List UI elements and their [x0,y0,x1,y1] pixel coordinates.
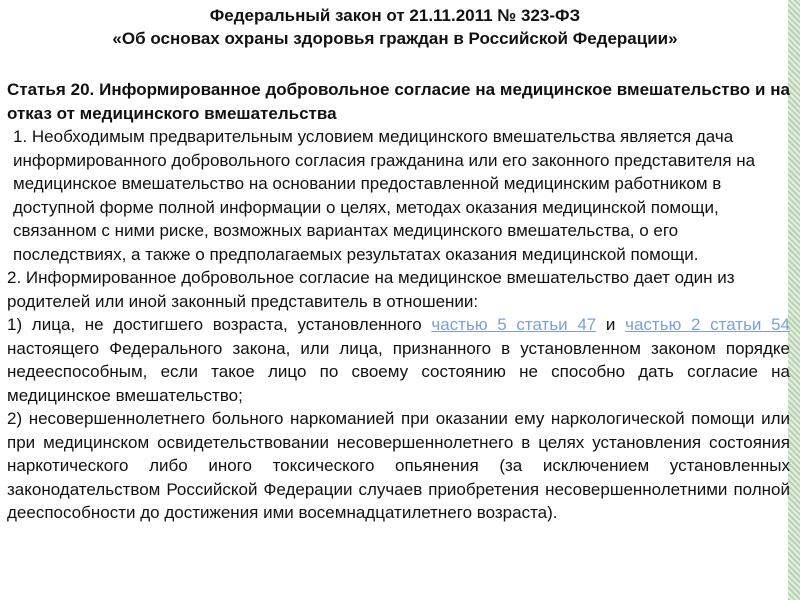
list-item-1 [7,313,790,407]
article-body [7,78,790,525]
list-item-2: 2) несовершеннолетнего больного наркоманией при оказании ему наркологической помощи или при медицинском освидетельствовании несовершеннолетнего в целях установления состояния наркотического либо иного токсического опьянения (за исключением установленных законодательством Российской Федерации случаев приобретения несовершеннолетними полной дееспособности до достижения ими восемнадцатилетнего возраста). [7,409,790,522]
list-item-1-text-after: настоящего Федерального закона, или лица, признанного в установленном законом порядке недееспособным, если такое лицо по своему состоянию не способно дать согласие на медицинское вмешательство; [7,338,790,405]
paragraph-2: 2. Информированное добровольное согласие на медицинское вмешательство дает один из родителей или иной законный представитель в отношении: [7,268,735,311]
list-item-1-text-between: и [596,315,626,334]
link-part-5-article-47[interactable]: частью 5 статьи 47 [431,315,597,334]
link-part-2-article-54[interactable]: частью 2 статьи 54 [625,315,791,334]
paragraph-1: 1. Необходимым предварительным условием медицинского вмешательства является дача информированного добровольного согласия гражданина или его законного представителя на медицинское вмешательство на основании предоставленной медицинским работником в доступной форме полной информации о целях, методах оказания медицинской помощи, связанном с ними риске, возможных вариантах медицинского вмешательства, о его последствиях, а также о предполагаемых результатах оказания медицинской помощи. [13,127,756,264]
article-title: Статья 20. Информированное добровольное согласие на медицинское вмешательство и на отказ от медицинского вмешательства [7,80,790,123]
law-title: Федеральный закон от 21.11.2011 № 323-ФЗ [209,6,581,25]
list-item-1-text-before: 1) лица, не достигшего возраста, установленного [7,315,432,334]
document-header [0,4,790,50]
law-subtitle: «Об основах охраны здоровья граждан в Российской Федерации» [112,29,678,48]
